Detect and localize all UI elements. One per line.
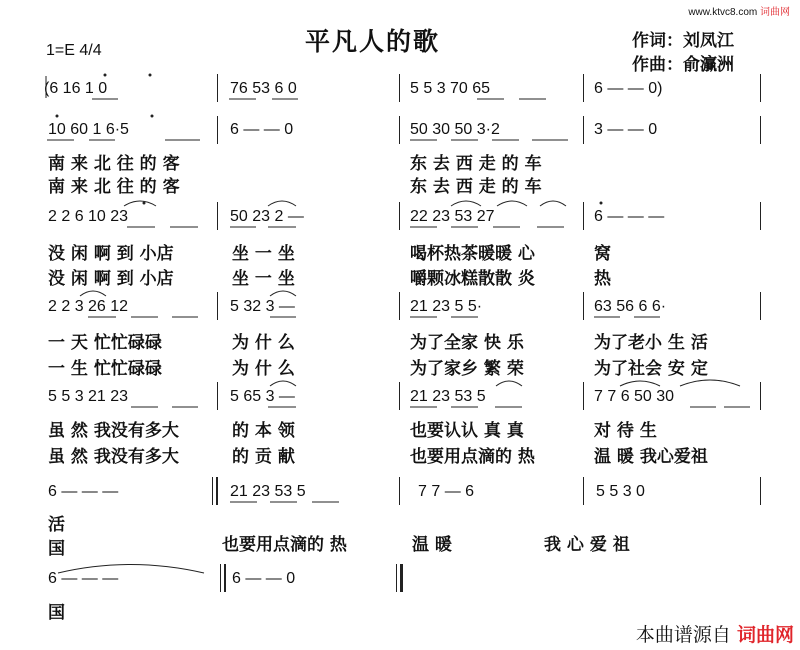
measure-r4-m2: 21 23 53 5 <box>410 388 486 405</box>
site-url[interactable]: www.ktvc8.com 词曲网 <box>688 7 790 18</box>
slur <box>540 201 566 206</box>
final-barline <box>400 564 403 592</box>
measure-r0-m2: 5 5 3 70 65 <box>410 80 491 97</box>
measure-r3-m3: 63 56 6 6· <box>594 298 667 315</box>
barline <box>217 382 218 410</box>
final-barline <box>396 564 397 592</box>
slur <box>680 380 740 386</box>
measure-r5-m2: 7 7 — 6 <box>418 483 475 500</box>
lyric-r2-v1-b: 坐 一 坐 <box>232 244 295 264</box>
slur <box>270 381 296 386</box>
barline <box>399 382 400 410</box>
lyric-r4-v1-b: 的 本 领 <box>232 421 295 441</box>
slur <box>268 201 296 206</box>
measure-r2-m2: 22 23 53 27 <box>410 208 495 225</box>
barline <box>399 202 400 230</box>
lyric-r6-v1: 国 <box>48 603 65 623</box>
barline <box>217 202 218 230</box>
slur <box>80 291 106 296</box>
measure-r2-m0: 2 2 6 10 23 <box>48 208 129 225</box>
watermark-brand: 词曲网 <box>736 624 794 646</box>
lyric-r3-v1-b: 为 什 么 <box>232 333 295 353</box>
measure-r4-m1: 5 65 3 — <box>230 388 295 405</box>
barline <box>399 116 400 144</box>
measure-r1-m3: 3 — — 0 <box>594 121 658 138</box>
octave-dot <box>104 74 107 77</box>
measure-r1-m0: 10 60 1 6·5 <box>48 121 129 138</box>
octave-dot <box>151 115 154 118</box>
measure-r4-m0: 5 5 3 21 23 <box>48 388 129 405</box>
barline <box>583 202 584 230</box>
slur <box>451 201 481 206</box>
barline <box>583 292 584 320</box>
lyric-r2-v2-b: 坐 一 坐 <box>232 269 295 289</box>
watermark[interactable] <box>636 620 794 647</box>
measure-r6-m1: 6 — — 0 <box>232 570 296 587</box>
lyric-r1-v1-b: 东 去 西 走 的 车 <box>410 154 542 174</box>
lyric-r4-v2-a: 虽 然 我没有多大 <box>48 447 179 467</box>
slur <box>124 201 156 206</box>
lyric-r5-repeat-a: 也要用点滴的 热 <box>222 535 347 555</box>
barline <box>760 382 761 410</box>
measure-r3-m0: 2 2 3 26 12 <box>48 298 129 315</box>
measure-r5-m3: 5 5 3 0 <box>596 483 645 500</box>
measure-r1-m2: 50 30 50 3·2 <box>410 121 500 138</box>
watermark-prefix: 本曲谱源自 <box>635 624 731 646</box>
slur <box>620 381 660 386</box>
lyric-r4-v1-c: 也要认认 真 真 <box>410 421 524 441</box>
lyric-r3-v1-a: 一 天 忙忙碌碌 <box>48 333 162 353</box>
lyric-r3-v2-c: 为了家乡 繁 荣 <box>410 359 524 379</box>
lyric-r4-v2-c: 也要用点滴的 热 <box>410 447 535 467</box>
lyric-r3-v2-d: 为了社会 安 定 <box>594 359 708 379</box>
lyric-r4-v1-a: 虽 然 我没有多大 <box>48 421 179 441</box>
barline <box>583 382 584 410</box>
measure-r0-m1: 76 53 6 0 <box>230 80 297 97</box>
lyric-r2-v2-d: 热 <box>594 269 611 289</box>
measure-r0-m0: (6 16 1 0 <box>44 80 108 97</box>
repeat-barline <box>220 564 221 592</box>
slur <box>497 201 527 206</box>
lyric-r2-v2-c: 嚼颗冰糕散散 炎 <box>410 269 535 289</box>
measure-r4-m3: 7 7 6 50 30 <box>594 388 675 405</box>
repeat-barline <box>212 477 213 505</box>
lyric-r2-v1-c: 喝杯热茶暖暖 心 <box>410 244 535 264</box>
barline <box>583 116 584 144</box>
key-signature: 1=E 4/4 <box>46 42 102 59</box>
lyric-r3-v2-b: 为 什 么 <box>232 359 295 379</box>
barline <box>217 74 218 102</box>
octave-dot <box>600 202 603 205</box>
lyric-r1-v2-a: 南 来 北 往 的 客 <box>48 177 180 197</box>
measure-r3-m1: 5 32 3 — <box>230 298 295 315</box>
octave-dot <box>56 115 59 118</box>
barline <box>583 477 584 505</box>
octave-dot <box>149 74 152 77</box>
measure-r5-m0: 6 — — — <box>48 483 119 500</box>
song-title: 平凡人的歌 <box>305 27 441 56</box>
slur <box>270 291 296 296</box>
lyric-r5-repeat-b: 温 暖 <box>412 535 452 555</box>
lyric-r5-v1: 活 <box>48 515 65 535</box>
barline <box>760 292 761 320</box>
lyric-r3-v1-c: 为了全家 快 乐 <box>410 333 524 353</box>
measure-r2-m3: 6 — — — <box>594 208 665 225</box>
lyric-r4-v2-d: 温 暖 我心爱祖 <box>594 447 708 467</box>
barline <box>760 116 761 144</box>
lyric-r2-v2-a: 没 闲 啊 到 小店 <box>48 269 174 289</box>
repeat-barline <box>224 564 226 592</box>
measure-r2-m1: 50 23 2 — <box>230 208 304 225</box>
measure-r5-m1: 21 23 53 5 <box>230 483 306 500</box>
site-name: 词曲网 <box>760 7 790 18</box>
measure-r3-m2: 21 23 5 5· <box>410 298 483 315</box>
lyric-r2-v1-d: 窝 <box>594 244 611 264</box>
measure-r6-m0: 6 — — — <box>48 570 119 587</box>
lyric-r5-v2: 国 <box>48 539 65 559</box>
lyric-r1-v2-b: 东 去 西 走 的 车 <box>410 177 542 197</box>
barline <box>217 292 218 320</box>
measure-r0-m3: 6 — — 0) <box>594 80 663 97</box>
barline <box>399 477 400 505</box>
slur <box>496 381 522 386</box>
lyric-r5-repeat-c: 我 心 爱 祖 <box>544 535 630 555</box>
lyric-r3-v1-d: 为了老小 生 活 <box>594 333 708 353</box>
lyric-r2-v1-a: 没 闲 啊 到 小店 <box>48 244 174 264</box>
lyric-r4-v1-d: 对 待 生 <box>594 421 657 441</box>
octave-dot <box>143 202 146 205</box>
lyric-r4-v2-b: 的 贡 献 <box>232 447 295 467</box>
lyric-r3-v2-a: 一 生 忙忙碌碌 <box>48 359 162 379</box>
barline <box>399 74 400 102</box>
composer-credit: 作曲：俞灜洲 <box>632 55 734 75</box>
measure-r1-m1: 6 — — 0 <box>230 121 294 138</box>
repeat-barline <box>216 477 218 505</box>
barline <box>760 74 761 102</box>
lyric-r1-v1-a: 南 来 北 往 的 客 <box>48 154 180 174</box>
barline <box>399 292 400 320</box>
barline <box>760 202 761 230</box>
lyricist-credit: 作词：刘凤江 <box>632 31 734 51</box>
barline <box>217 116 218 144</box>
barline <box>583 74 584 102</box>
barline <box>760 477 761 505</box>
